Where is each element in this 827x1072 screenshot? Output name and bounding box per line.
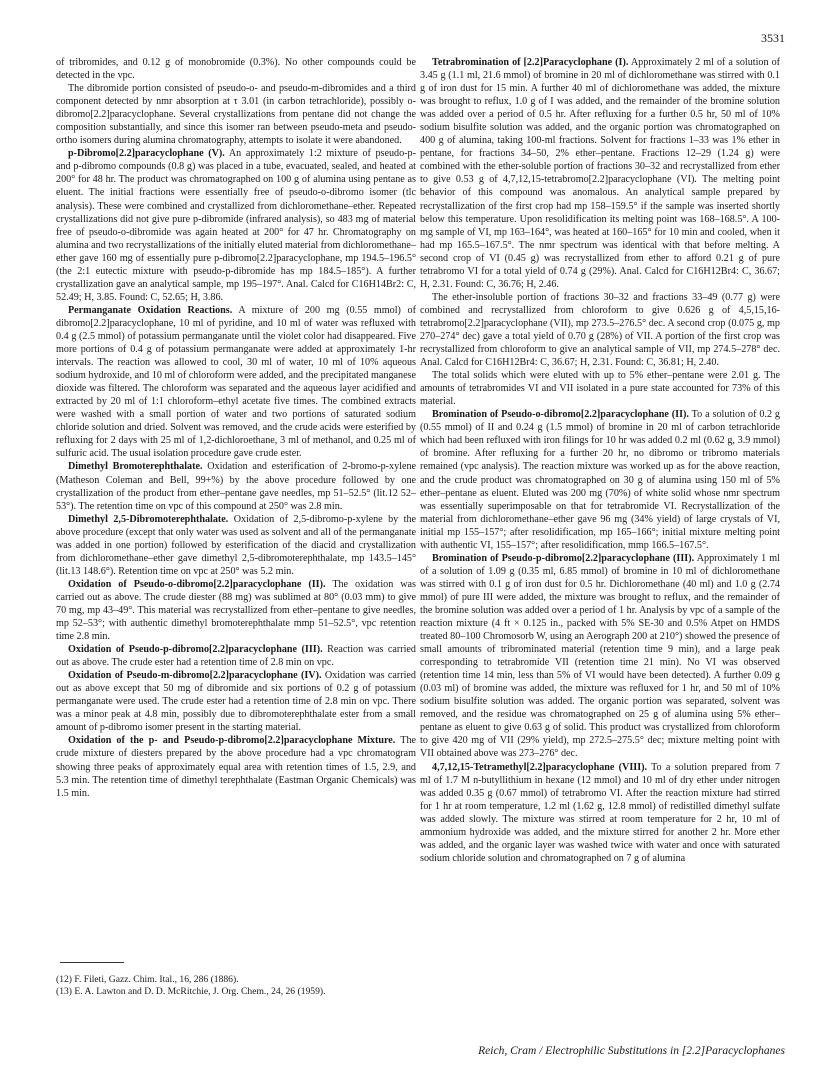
running-footer: Reich, Cram / Electrophilic Substitutions in [2.2]Paracyclophanes (478, 1045, 785, 1057)
paragraph-heading: Bromination of Pseudo-o-dibromo[2.2]paracyclophane (II). (432, 409, 689, 421)
paragraph-text: A mixture of 200 mg (0.55 mmol) of dibromo[2.2]paracyclophane, 10 ml of pyridine, and 10 ml of water was refluxed with 0.4 g (2.5 mmol) of potassium permanganate until the violet color had disappeared. Five more portions of 0.4 g of potassium permanganate were added at approximately 1-hr intervals. The reaction was allowed to cool, 30 ml of water, 10 ml of 10% aqueous sodium hydroxide, and 10 ml of chloroform were added, and the precipitated manganese dioxide was filtered. The chloroform was separated and the aqueous layer acidified and extracted by 20 ml of 1:1 chloroform–ethyl acetate five times. The combined extracts were washed with a small portion of water and two portions of saturated sodium chloride solution and dried. Solvent was removed, and the crude acids were esterified by refluxing for 2 days with 25 ml of 1,2-dichloroethane, 3 ml of methanol, and 0.25 ml of sulfuric acid. The usual isolation procedure gave crude ester. (56, 304, 416, 460)
footnote: (13) E. A. Lawton and D. D. McRitchie, J. Org. Chem., 24, 26 (1959). (56, 986, 326, 998)
paragraph (420, 552, 780, 761)
paragraph-text: The total solids which were eluted with up to 5% ether–pentane were 2.01 g. The amounts of tetrabromides VI and VII isolated in a pure state accounted for 73% of this material. (420, 370, 780, 408)
paragraph-text: Reaction was carried out as above. The crude ester had a retention time of 2.8 min on vpc. (56, 644, 416, 669)
paragraph (56, 82, 416, 147)
paragraph-heading: Oxidation of Pseudo-o-dibromo[2.2]paracyclophane (II). (68, 578, 326, 590)
paragraph-text: of tribromides, and 0.12 g of monobromide (0.3%). No other compounds could be detected in the vpc. (56, 57, 416, 82)
paragraph-text: To a solution prepared from 7 ml of 1.7 M n-butyllithium in hexane (12 mmol) and 10 ml of dry ether under nitrogen was added 0.35 g (0.67 mmol) of tetrabromo VI. After the reaction mixture had stirred for 1 hr at room temperature, 1.2 ml (1.62 g, 12.8 mmol) of redistilled dimethyl sulfate was added slowly. The mixture was stirred at room temperature for 2 hr, 10 ml of ammonium hydroxide was added, and the mixture stirred for another 2 hr. More ether was added, and the organic layer was washed twice with water and once with saturated sodium chloride solution and chromatographed on 7 g of alumina (420, 761, 780, 864)
paragraph-heading: Oxidation of the p- and Pseudo-p-dibromo[2.2]paracyclophane Mixture. (68, 735, 396, 747)
paragraph (56, 513, 416, 578)
right-column (420, 56, 780, 865)
paragraph-heading: Tetrabromination of [2.2]Paracyclophane (I). (432, 57, 629, 68)
paragraph (420, 291, 780, 369)
paragraph (56, 147, 416, 304)
paragraph-text: Oxidation was carried out as above except that 50 mg of dibromide and six portions of 0.2 g of potassium permanganate were used. The crude ester had a retention time of 2.8 min on vpc. There was a minor peak at 4.8 min, possibly due to dibromoterephthalate ester from a small amount of p-dibromo isomer present in the starting material. (56, 670, 416, 734)
paragraph-heading: Dimethyl Bromoterephthalate. (68, 461, 203, 473)
paragraph-text: The dibromide portion consisted of pseudo-o- and pseudo-m-dibromides and a third component detected by nmr absorption at τ 3.01 (in carbon tetrachloride), possibly o-dibromo[2.2]paracyclophane. Several crystallizations from pentane did not change the composition substantially, and since this isomer ran between pseudo-meta and pseudo-ortho isomers during alumina chromatography, attempts to isolate it were abandoned. (56, 83, 416, 147)
paragraph-text: To a solution of 0.2 g (0.55 mmol) of II and 0.24 g (1.5 mmol) of bromine in 20 ml of carbon tetrachloride which had been refluxed with iron filings for 10 hr was added 0.2 ml (0.62 g, 3.9 mmol) of bromine. After refluxing for a further 20 hr, no dibromo or tribromo materials remained (vpc analysis). The reaction mixture was worked up as for the above reaction, and the crude product was chromatographed on 30 g of alumina using 150 ml of 5% ether–pentane as eluent. Eluted was 200 mg (70%) of white solid whose nmr spectrum was essentially superimposable on that for tetrabromide VI. Recrystallization of the material from dichloromethane–ether gave 96 mg (34% yield) of large crystals of VI, initial mp 155–157°; after resolidification, mp 165–166°; initial mixture melting point with authentic VI, 155–157°; after resolidification, mmp 166.5–167.5°. (420, 409, 780, 551)
paragraph (420, 56, 780, 291)
paragraph-text: Oxidation of 2,5-dibromo-p-xylene by the above procedure (except that only water was used as solvent and all of the permanganate was added in one portion) followed by esterification of the diacid and crystallization from dichloromethane–ether gave dimethyl 2,5-dibromoterephthalate, mp 143.5–145° (lit.13 148.6°). Retention time on vpc at 250° was 5.2 min. (56, 513, 417, 577)
page-number: 3531 (761, 31, 785, 45)
paragraph-text: Oxidation and esterification of 2-bromo-p-xylene (Matheson Coleman and Bell, 99+%) by the above procedure followed by one crystallization of the product from ether–pentane gave needles, mp 51–52.5° (lit.12 52–53°). The retention time on vpc of this compound at 250° was 2.8 min. (56, 461, 417, 512)
paragraph-text: An approximately 1:2 mixture of pseudo-p- and p-dibromo compounds (0.8 g) was placed in a tube, evacuated, sealed, and heated at 200° for 48 hr. The product was chromatographed on 100 g of alumina using pentane as eluent. The initial fractions were essentially free of pseudo-o-dibromo isomer (tlc analysis). These were combined and crystallized from dichloromethane–ether. Repeated crystallizations did not give pure p-dibromide (infrared analysis), so 483 mg of material free of pseudo-o-dibromide was again heated at 200° for 47 hr. Chromatography on alumina and two recrystallizations of the initially eluted material from dichloromethane–ether gave 160 mg of essentially pure p-dibromo[2.2]paracyclophane, mp 194.5–196.5° (the 2:1 eutectic mixture with pseudo-p-dibromide has mp 184.5–185°). A further crystallization gave an analytical sample, mp 195–197°. Anal. Calcd for C16H14Br2: C, 52.49; H, 3.85. Found: C, 52.65; H, 3.86. (56, 148, 416, 303)
paragraph (56, 734, 416, 799)
paragraph-heading: Oxidation of Pseudo-m-dibromo[2.2]paracyclophane (IV). (68, 670, 322, 682)
paragraph (56, 56, 416, 82)
paragraph (420, 369, 780, 408)
paragraph-heading: Permanganate Oxidation Reactions. (68, 304, 233, 316)
left-column (56, 56, 416, 800)
paragraph (56, 460, 416, 512)
paragraph-heading: Bromination of Pseudo-p-dibromo[2.2]paracyclophane (III). (432, 552, 695, 564)
paragraph-text: The oxidation was carried out as above. The crude diester (88 mg) was sublimed at 80° (0.03 mm) to give 70 mg, mp 43–49°. This material was recrystallized from ether–pentane to give needles, mp 52–53°; with authentic dimethyl bromoterephthalate mmp 51–52.5°, vpc retention time 2.8 min. (56, 578, 416, 643)
paragraph-heading: Dimethyl 2,5-Dibromoterephthalate. (68, 513, 229, 525)
paragraph (420, 408, 780, 552)
paragraph (56, 304, 416, 461)
paragraph-text: The ether-insoluble portion of fractions 30–32 and fractions 33–49 (0.77 g) were combined and recrystallized from chloroform to give 0.626 g of 4,5,15,16-tetrabromo[2.2]paracyclophane (VII), mp 273.5–276.5° dec. A second crop (0.075 g, mp 270–274° dec) gave a total yield of 0.70 g (28%) of VII. A portion of the first crop was recrystallized from chloroform to give an analytical sample of VII, mp 274.5–278° dec. Anal. Calcd for C16H12Br4: C, 36.67; H, 2.31. Found: C, 36.81; H, 2.40. (420, 291, 780, 369)
paragraph (56, 578, 416, 643)
paragraph-heading: p-Dibromo[2.2]paracyclophane (V). (68, 148, 225, 160)
footnotes (56, 974, 416, 998)
paragraph-heading: Oxidation of Pseudo-p-dibromo[2.2]paracyclophane (III). (68, 644, 323, 656)
paragraph-text: The crude mixture of diesters prepared by the above procedure had a vpc chromatogram showing three peaks of approximately equal area with retention times of 1.5, 2.9, and 5.3 min. The retention time of dimethyl terephthalate (Eastman Organic Chemicals) was 1.5 min. (56, 735, 417, 799)
paragraph (56, 669, 416, 734)
paragraph-heading: 4,7,12,15-Tetramethyl[2.2]paracyclophane (VIII). (432, 761, 648, 773)
paragraph (56, 643, 416, 669)
paragraph-text: Approximately 2 ml of a solution of 3.45 g (1.1 ml, 21.6 mmol) of bromine in 20 ml of dichloromethane was stirred with 0.1 g of iron dust for 15 min. A further 40 ml of dichloromethane was added, the mixture was brought to reflux, 1.0 g of I was added, and the remainder of the bromine solution was added over a period of 0.5 hr. After refluxing for a further 0.5 hr, 50 ml of 10% sodium bisulfite solution was added, and the organic portion was chromatographed on 400 g of alumina, taking 100-ml fractions. Solvent for fractions 1–33 was 1% ether in pentane, for fractions 34–50, 2% ether–pentane. Fractions 12–29 (1.24 g) were combined with the ether-soluble portion of fractions 30–32 and recrystallized from ether to give 0.53 g of 4,7,12,15-tetrabromo[2.2]paracyclophane (VI). The melting point behavior of this compound was anomalous. An analytical sample prepared by recrystallization of the first crop had mp 158–159.5° if the sample was inserted shortly below this temperature. Upon resolidification its melting point was 168–168.5°. A 100-mg sample of VI, mp 163–164°, was heated at 160–165° for 10 min and cooled, when it had mp 165.5–167.5°. The nmr spectrum was identical with that before melting. A second crop of VI (0.45 g) was recrystallized from ether to afford 0.21 g of pure tetrabromo VI for a total yield of 0.74 g (29%). Anal. Calcd for C16H12Br4: C, 36.67; H, 2.31. Found: C, 36.76; H, 2.46. (420, 57, 781, 290)
paragraph-text: Approximately 1 ml of a solution of 1.09 g (0.35 ml, 6.85 mmol) of bromine in 10 ml of dichloromethane was stirred with 0.1 g of iron dust for 0.5 hr. Dichloromethane (40 ml) and 1.0 g (2.74 mmol) of pure III were added, the mixture was brought to reflux, and the remainder of the bromine solution was added over a period of 1 hr. Analysis by vpc of a sample of the reaction mixture (4 ft × 0.125 in., packed with 5% SE-30 and 0.5% Atpet on HMDS treated 80–100 Chromosorb W, using an Aerograph 200 at 210°) showed the presence of small amounts of tribrominated material (retention time 9 min), and a large peak corresponding to tetrabromide VII (retention time 21 min). No VI was observed (retention time 14 min, less than 5% of VI would have been detected). A further 0.09 g (0.03 ml) of bromine was added, the mixture was refluxed for 1 hr, and 50 ml of 10% sodium bisulfite solution was added. The organic portion was separated, solvent was removed, and the residue was chromatographed on 25 g of alumina using 5% ether–pentane as eluent to give 0.63 g of solid. This product was crystallized from chloroform to give 420 mg of VII (29% yield), mp 272.5–275.5° dec; mixture melting point with VII obtained above was 273–276° dec. (420, 552, 780, 760)
footnote-rule (60, 962, 124, 963)
footnote: (12) F. Fileti, Gazz. Chim. Ital., 16, 286 (1886). (56, 974, 239, 985)
paragraph (420, 761, 780, 865)
